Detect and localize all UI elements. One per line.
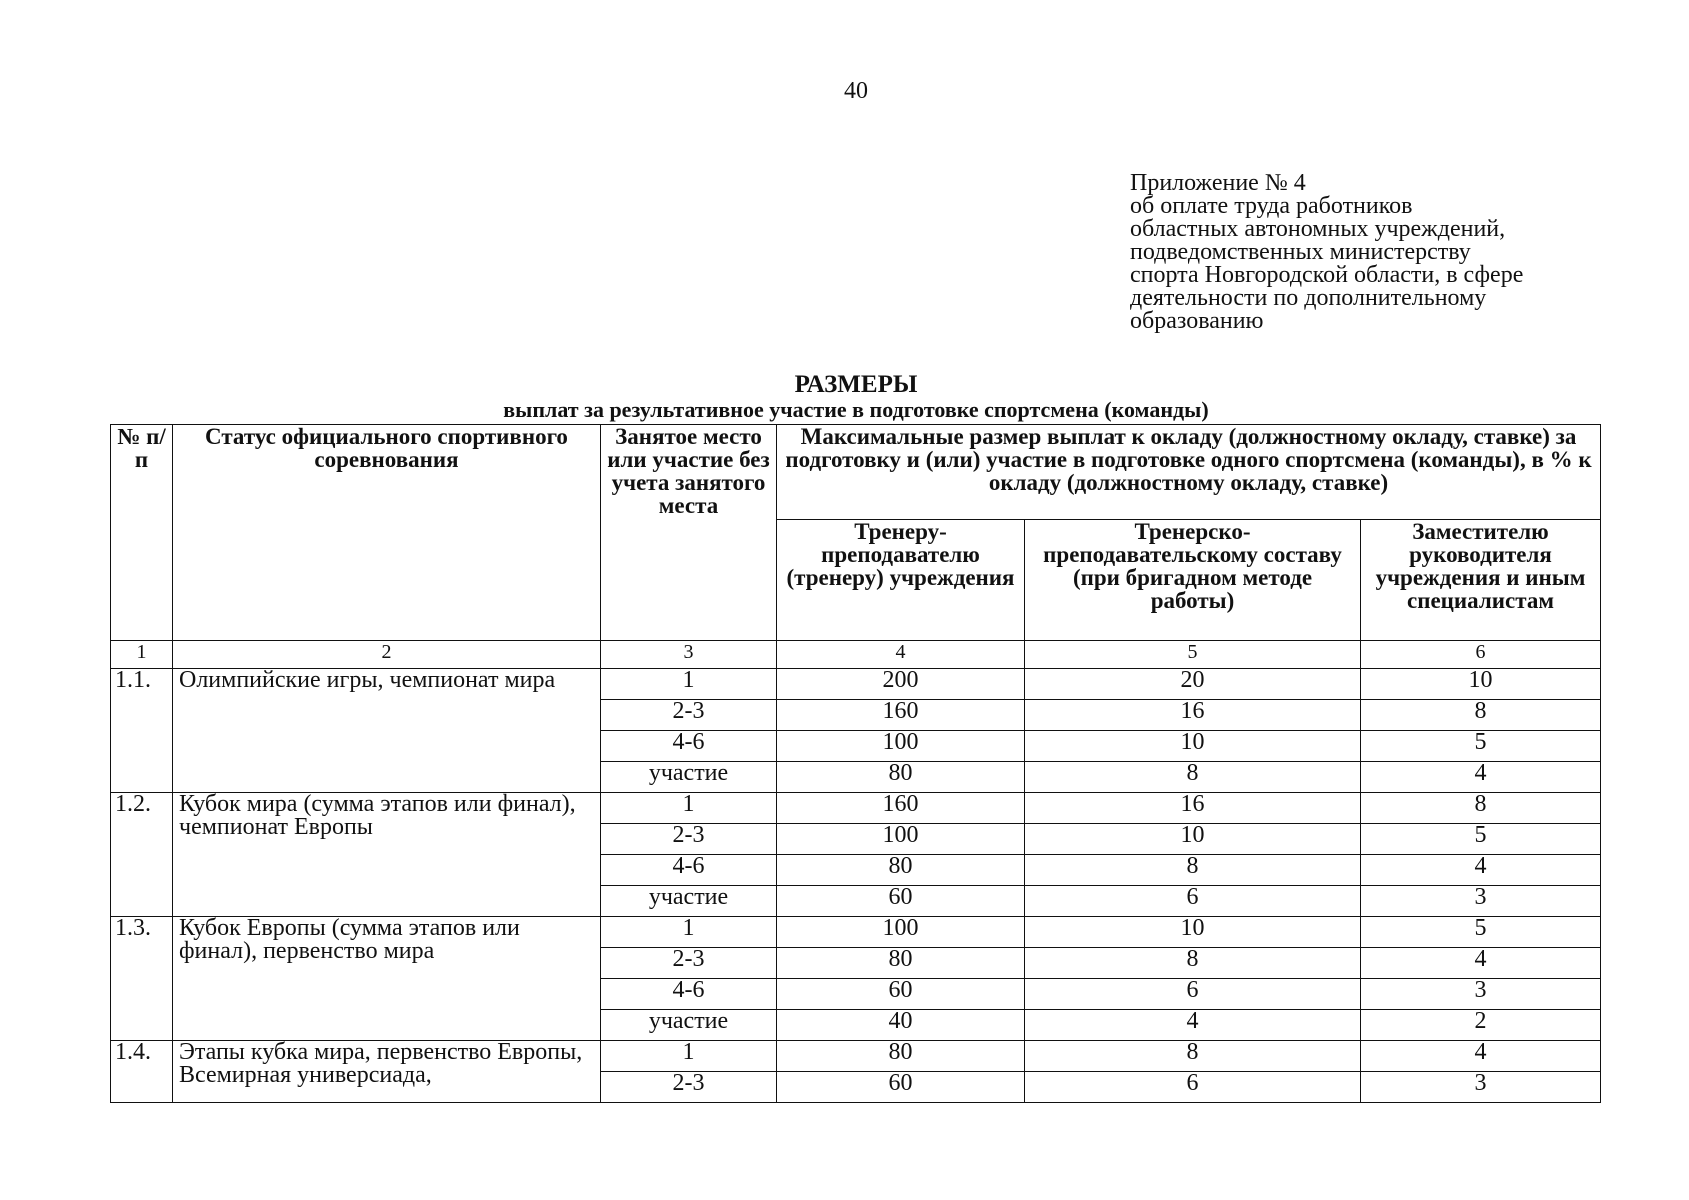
cell-team: 10 xyxy=(1025,917,1361,948)
cell-coach: 60 xyxy=(777,886,1025,917)
cell-deputy: 10 xyxy=(1361,669,1601,700)
cell-deputy: 3 xyxy=(1361,886,1601,917)
row-number: 1.2. xyxy=(111,793,173,917)
cell-coach: 60 xyxy=(777,979,1025,1010)
cell-coach: 60 xyxy=(777,1072,1025,1103)
row-number: 1.3. xyxy=(111,917,173,1041)
cell-team: 8 xyxy=(1025,948,1361,979)
cell-team: 20 xyxy=(1025,669,1361,700)
column-number: 6 xyxy=(1361,641,1601,669)
appendix-line: областных автономных учреждений, xyxy=(1130,216,1506,242)
cell-team: 8 xyxy=(1025,1041,1361,1072)
cell-deputy: 4 xyxy=(1361,1041,1601,1072)
header-row xyxy=(111,425,1601,520)
cell-team: 8 xyxy=(1025,762,1361,793)
cell-place: 4-6 xyxy=(601,731,777,762)
cell-coach: 80 xyxy=(777,948,1025,979)
cell-place: 2-3 xyxy=(601,948,777,979)
page-number: 40 xyxy=(844,78,868,104)
header-status: Статус официального спортивного соревнования xyxy=(173,425,601,641)
cell-deputy: 3 xyxy=(1361,979,1601,1010)
appendix-line: деятельности по дополнительному xyxy=(1130,285,1487,311)
appendix-line: спорта Новгородской области, в сфере xyxy=(1130,262,1524,288)
appendix-line: образованию xyxy=(1130,308,1264,334)
cell-deputy: 2 xyxy=(1361,1010,1601,1041)
cell-place: 4-6 xyxy=(601,979,777,1010)
document-subtitle: выплат за результативное участие в подготовке спортсмена (команды) xyxy=(503,397,1209,422)
cell-coach: 80 xyxy=(777,1041,1025,1072)
cell-deputy: 5 xyxy=(1361,824,1601,855)
competition-status: Кубок Европы (сумма этапов или финал), первенство мира xyxy=(173,917,601,1041)
cell-place: участие xyxy=(601,762,777,793)
cell-place: 2-3 xyxy=(601,824,777,855)
header-max-payment: Максимальные размер выплат к окладу (должностному окладу, ставке) за подготовку и (или) участие в подготовке одного спортсмена (команды), в % к окладу (должностному окладу, ставке) xyxy=(777,425,1601,520)
table-row xyxy=(111,669,1601,700)
cell-coach: 160 xyxy=(777,793,1025,824)
cell-place: участие xyxy=(601,1010,777,1041)
header-deputy: Заместителю руководителя учреждения и иным специалистам xyxy=(1361,520,1601,641)
cell-place: 2-3 xyxy=(601,1072,777,1103)
cell-coach: 40 xyxy=(777,1010,1025,1041)
cell-team: 4 xyxy=(1025,1010,1361,1041)
cell-coach: 100 xyxy=(777,731,1025,762)
cell-deputy: 5 xyxy=(1361,917,1601,948)
cell-deputy: 4 xyxy=(1361,948,1601,979)
column-number: 5 xyxy=(1025,641,1361,669)
cell-coach: 160 xyxy=(777,700,1025,731)
appendix-line: Приложение № 4 xyxy=(1130,170,1306,196)
header-coaching-staff: Тренерско-преподавательскому составу (при бригадном методе работы) xyxy=(1025,520,1361,641)
cell-coach: 80 xyxy=(777,855,1025,886)
cell-place: 1 xyxy=(601,793,777,824)
column-number-row xyxy=(111,641,1601,669)
header-coach: Тренеру-преподавателю (тренеру) учреждения xyxy=(777,520,1025,641)
cell-coach: 100 xyxy=(777,824,1025,855)
column-number: 2 xyxy=(173,641,601,669)
cell-place: 4-6 xyxy=(601,855,777,886)
competition-status: Олимпийские игры, чемпионат мира xyxy=(173,669,601,793)
table-row xyxy=(111,1041,1601,1072)
competition-status: Этапы кубка мира, первенство Европы, Всемирная универсиада, xyxy=(173,1041,601,1103)
cell-coach: 200 xyxy=(777,669,1025,700)
payments-table xyxy=(110,424,1601,1103)
cell-deputy: 3 xyxy=(1361,1072,1601,1103)
cell-place: 2-3 xyxy=(601,700,777,731)
column-number: 3 xyxy=(601,641,777,669)
cell-team: 16 xyxy=(1025,700,1361,731)
cell-team: 10 xyxy=(1025,824,1361,855)
cell-deputy: 5 xyxy=(1361,731,1601,762)
competition-status: Кубок мира (сумма этапов или финал), чемпионат Европы xyxy=(173,793,601,917)
row-number: 1.1. xyxy=(111,669,173,793)
cell-team: 6 xyxy=(1025,886,1361,917)
document-title: РАЗМЕРЫ xyxy=(794,371,918,398)
cell-team: 6 xyxy=(1025,1072,1361,1103)
header-num: № п/п xyxy=(111,425,173,641)
appendix-line: подведомственных министерству xyxy=(1130,239,1471,265)
table-row xyxy=(111,917,1601,948)
cell-place: 1 xyxy=(601,1041,777,1072)
cell-team: 6 xyxy=(1025,979,1361,1010)
cell-team: 10 xyxy=(1025,731,1361,762)
header-place: Занятое место или участие без учета занятого места xyxy=(601,425,777,641)
column-number: 4 xyxy=(777,641,1025,669)
cell-team: 8 xyxy=(1025,855,1361,886)
cell-place: 1 xyxy=(601,669,777,700)
column-number: 1 xyxy=(111,641,173,669)
row-number: 1.4. xyxy=(111,1041,173,1103)
cell-coach: 100 xyxy=(777,917,1025,948)
cell-place: участие xyxy=(601,886,777,917)
cell-place: 1 xyxy=(601,917,777,948)
cell-deputy: 8 xyxy=(1361,793,1601,824)
cell-team: 16 xyxy=(1025,793,1361,824)
cell-deputy: 8 xyxy=(1361,700,1601,731)
table-row xyxy=(111,793,1601,824)
appendix-line: об оплате труда работников xyxy=(1130,193,1413,219)
cell-deputy: 4 xyxy=(1361,762,1601,793)
appendix-note xyxy=(1130,172,1523,333)
cell-deputy: 4 xyxy=(1361,855,1601,886)
cell-coach: 80 xyxy=(777,762,1025,793)
